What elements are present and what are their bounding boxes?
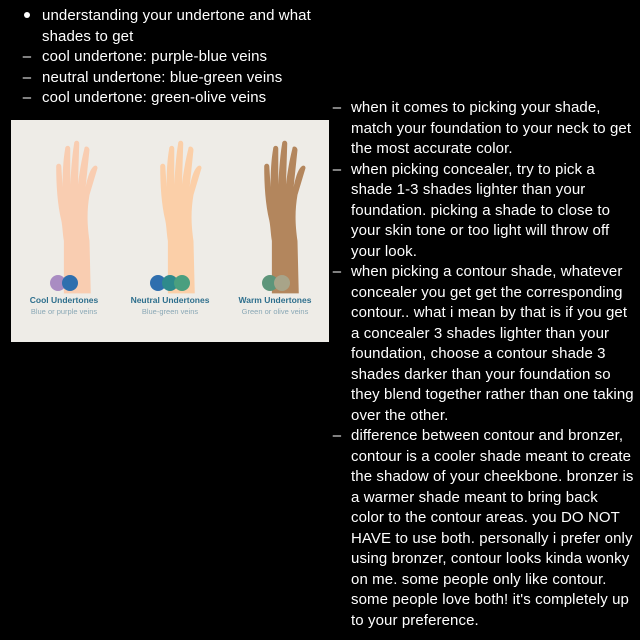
neutral-subtitle: Blue-green veins [141, 307, 199, 316]
list-item-text: when it comes to picking your shade, match your foundation to your neck to get the most accurate color. [351, 99, 632, 157]
vein-swatch [62, 275, 78, 291]
neutral-caption [117, 295, 223, 317]
bullet-icon [20, 6, 34, 27]
list-item-text: when picking concealer, try to pick a shade 1-3 shades lighter than your foundation. picking a shade to close to your skin tone or too light will throw off your look. [351, 160, 611, 260]
list-item [20, 6, 330, 47]
cool-caption [11, 295, 117, 317]
cool-subtitle: Blue or purple veins [30, 307, 98, 316]
vein-swatch [174, 275, 190, 291]
dash-marker: – [22, 89, 32, 106]
warm-hand [264, 141, 305, 294]
dash-marker: – [332, 160, 342, 178]
list-item [20, 47, 330, 68]
shade-tips-list [330, 98, 634, 631]
undertone-illustration [11, 120, 329, 342]
dash-marker: – [332, 99, 342, 116]
list-item-text: neutral undertone: blue-green veins [42, 68, 283, 86]
dash-marker: – [22, 48, 32, 65]
warm-title: Warm Undertones [238, 295, 312, 305]
list-item [330, 262, 634, 426]
undertone-list [20, 6, 330, 109]
list-item-text: difference between contour and bronzer, contour is a cooler shade meant to create the shadow of your cheekbone. bronzer is a warmer shade meant to bring back color to the contour areas. you DO NOT HAVE to use both. personally i prefer only using bronzer, contour looks kinda wonky on me. some people only like contour. some people love both! it's completely up to your preference. [351, 427, 634, 629]
list-item [330, 98, 634, 160]
cool-title: Cool Undertones [29, 295, 99, 305]
dash-marker: – [332, 263, 342, 280]
dash-marker: – [22, 68, 32, 86]
vein-swatch [274, 275, 290, 291]
list-item-text: understanding your undertone and what shades to get [42, 7, 311, 45]
list-item-text: cool undertone: purple-blue veins [42, 48, 268, 65]
neutral-title: Neutral Undertones [130, 295, 210, 305]
list-item [20, 88, 330, 109]
list-item [330, 160, 634, 263]
warm-subtitle: Green or olive veins [241, 307, 309, 316]
warm-caption [222, 295, 328, 317]
list-item [20, 68, 330, 89]
list-item [330, 426, 634, 631]
neutral-hand [160, 141, 201, 294]
cool-hand [56, 141, 97, 294]
list-item-text: cool undertone: green-olive veins [42, 89, 267, 106]
dash-marker: – [332, 427, 342, 444]
list-item-text: when picking a contour shade, whatever concealer you get get the corresponding contour.. what i mean by that is if you get a concealer 3 shades lighter than your foundation, choose a contour shade 3 shades darker than your foundation so they blend together rather than one taking over the other. [351, 263, 634, 424]
